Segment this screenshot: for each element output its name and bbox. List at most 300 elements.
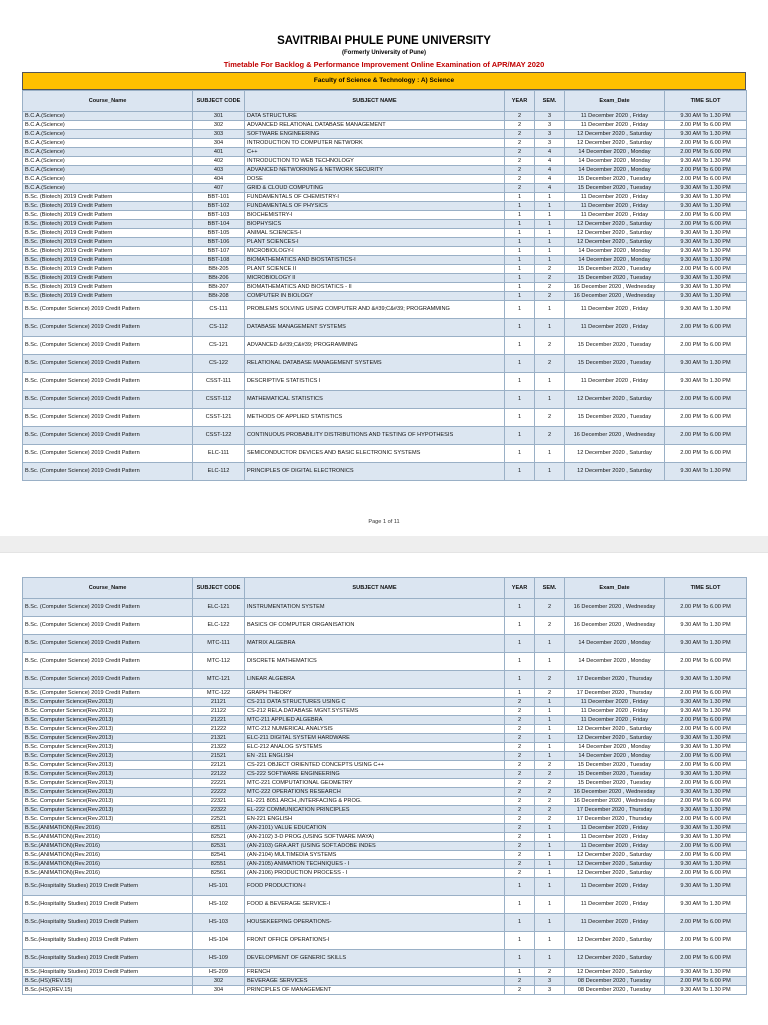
cell-time-slot: 9.30 AM To 1.30 PM xyxy=(665,274,747,283)
cell-course: B.Sc.(ANIMATION)(Rev.2016) xyxy=(23,833,193,842)
table-row xyxy=(23,427,747,445)
cell-subject-name: BIOMATHEMATICS AND BIOSTATICS - II xyxy=(245,283,505,292)
cell-time-slot: 2.00 PM To 6.00 PM xyxy=(665,148,747,157)
cell-sem: 1 xyxy=(535,301,565,319)
cell-sem: 3 xyxy=(535,130,565,139)
cell-year: 2 xyxy=(505,139,535,148)
cell-sem: 2 xyxy=(535,770,565,779)
cell-course: B.Sc.(Hospitality Studies) 2019 Credit Pattern xyxy=(23,932,193,950)
cell-year: 1 xyxy=(505,635,535,653)
formerly-name: (Formerly University of Pune) xyxy=(341,50,427,56)
cell-subject-code: 21322 xyxy=(193,743,245,752)
cell-exam-date: 08 December 2020 , Tuesday xyxy=(565,977,665,986)
table-row xyxy=(23,689,747,698)
cell-subject-code: CSST-121 xyxy=(193,409,245,427)
cell-time-slot: 9.30 AM To 1.30 PM xyxy=(665,707,747,716)
cell-course: B.Sc.(Hospitality Studies) 2019 Credit Pattern xyxy=(23,968,193,977)
cell-subject-code: ELC-112 xyxy=(193,463,245,481)
cell-course: B.Sc. Computer Science(Rev.2013) xyxy=(23,743,193,752)
table-row xyxy=(23,265,747,274)
cell-year: 1 xyxy=(505,337,535,355)
cell-subject-code: HS-103 xyxy=(193,914,245,932)
cell-course: B.Sc. (Computer Science) 2019 Credit Pattern xyxy=(23,653,193,671)
table-row xyxy=(23,752,747,761)
cell-course: B.Sc. Computer Science(Rev.2013) xyxy=(23,779,193,788)
header-subject: SUBJECT NAME xyxy=(245,91,505,112)
cell-subject-code: 82521 xyxy=(193,833,245,842)
cell-course: B.Sc. Computer Science(Rev.2013) xyxy=(23,770,193,779)
cell-subject-name: FOOD & BEVERAGE SERVICE-I xyxy=(245,896,505,914)
table-row xyxy=(23,671,747,689)
cell-exam-date: 12 December 2020 , Saturday xyxy=(565,860,665,869)
cell-time-slot: 9.30 AM To 1.30 PM xyxy=(665,824,747,833)
cell-exam-date: 11 December 2020 , Friday xyxy=(565,211,665,220)
cell-sem: 1 xyxy=(535,824,565,833)
cell-time-slot: 9.30 AM To 1.30 PM xyxy=(665,635,747,653)
cell-sem: 2 xyxy=(535,409,565,427)
cell-sem: 1 xyxy=(535,256,565,265)
cell-sem: 2 xyxy=(535,779,565,788)
cell-subject-name: ADVANCED RELATIONAL DATABASE MANAGEMENT xyxy=(245,121,505,130)
cell-course: B.C.A.(Science) xyxy=(23,166,193,175)
table-row xyxy=(23,202,747,211)
cell-exam-date: 14 December 2020 , Monday xyxy=(565,752,665,761)
cell-course: B.Sc.(ANIMATION)(Rev.2016) xyxy=(23,869,193,878)
cell-subject-name: FUNDAMENTALS OF CHEMISTRY-I xyxy=(245,193,505,202)
cell-subject-name: MATRIX ALGEBRA xyxy=(245,635,505,653)
cell-exam-date: 11 December 2020 , Friday xyxy=(565,121,665,130)
cell-course: B.Sc. (Biotech) 2019 Credit Pattern xyxy=(23,256,193,265)
page-separator xyxy=(0,536,768,552)
cell-year: 2 xyxy=(505,806,535,815)
cell-year: 1 xyxy=(505,283,535,292)
table-row xyxy=(23,788,747,797)
cell-subject-code: BBt-205 xyxy=(193,265,245,274)
cell-exam-date: 15 December 2020 , Tuesday xyxy=(565,409,665,427)
cell-subject-name: ANIMAL SCIENCES-I xyxy=(245,229,505,238)
cell-exam-date: 12 December 2020 , Saturday xyxy=(565,238,665,247)
cell-sem: 2 xyxy=(535,806,565,815)
cell-exam-date: 15 December 2020 , Tuesday xyxy=(565,265,665,274)
cell-sem: 1 xyxy=(535,238,565,247)
cell-exam-date: 11 December 2020 , Friday xyxy=(565,112,665,121)
cell-year: 2 xyxy=(505,148,535,157)
cell-subject-code: 21121 xyxy=(193,698,245,707)
cell-exam-date: 11 December 2020 , Friday xyxy=(565,698,665,707)
cell-subject-code: BBt-208 xyxy=(193,292,245,301)
cell-subject-name: COMPUTER IN BIOLOGY xyxy=(245,292,505,301)
table-row xyxy=(23,391,747,409)
cell-exam-date: 15 December 2020 , Tuesday xyxy=(565,175,665,184)
cell-course: B.Sc. Computer Science(Rev.2013) xyxy=(23,815,193,824)
cell-sem: 1 xyxy=(535,950,565,968)
cell-subject-code: CS-122 xyxy=(193,355,245,373)
cell-year: 1 xyxy=(505,256,535,265)
cell-sem: 2 xyxy=(535,427,565,445)
cell-time-slot: 2.00 PM To 6.00 PM xyxy=(665,725,747,734)
cell-subject-name: DATABASE MANAGEMENT SYSTEMS xyxy=(245,319,505,337)
timetable-table-page-1 xyxy=(22,90,747,481)
cell-course: B.Sc. (Computer Science) 2019 Credit Pattern xyxy=(23,599,193,617)
cell-exam-date: 11 December 2020 , Friday xyxy=(565,716,665,725)
cell-subject-code: HS-109 xyxy=(193,950,245,968)
cell-course: B.Sc. (Computer Science) 2019 Credit Pattern xyxy=(23,337,193,355)
cell-sem: 1 xyxy=(535,896,565,914)
cell-exam-date: 08 December 2020 , Tuesday xyxy=(565,986,665,995)
cell-time-slot: 2.00 PM To 6.00 PM xyxy=(665,779,747,788)
cell-exam-date: 16 December 2020 , Wednesday xyxy=(565,292,665,301)
table-row xyxy=(23,112,747,121)
cell-time-slot: 9.30 AM To 1.30 PM xyxy=(665,833,747,842)
cell-course: B.Sc. Computer Science(Rev.2013) xyxy=(23,797,193,806)
cell-exam-date: 16 December 2020 , Wednesday xyxy=(565,599,665,617)
cell-year: 2 xyxy=(505,716,535,725)
cell-year: 1 xyxy=(505,301,535,319)
cell-time-slot: 2.00 PM To 6.00 PM xyxy=(665,950,747,968)
cell-subject-name: MTC-221 COMPUTATIONAL GEOMETRY xyxy=(245,779,505,788)
cell-time-slot: 2.00 PM To 6.00 PM xyxy=(665,175,747,184)
cell-year: 2 xyxy=(505,815,535,824)
cell-sem: 4 xyxy=(535,184,565,193)
cell-exam-date: 14 December 2020 , Monday xyxy=(565,256,665,265)
cell-exam-date: 12 December 2020 , Saturday xyxy=(565,391,665,409)
cell-subject-name: SEMICONDUCTOR DEVICES AND BASIC ELECTRONIC SYSTEMS xyxy=(245,445,505,463)
table-row xyxy=(23,779,747,788)
cell-sem: 2 xyxy=(535,599,565,617)
header-year: YEAR xyxy=(505,578,535,599)
cell-subject-code: MTC-121 xyxy=(193,671,245,689)
header-course: Course_Name xyxy=(23,91,193,112)
cell-sem: 1 xyxy=(535,842,565,851)
cell-course: B.Sc.(HS)(REV.15) xyxy=(23,986,193,995)
cell-time-slot: 9.30 AM To 1.30 PM xyxy=(665,734,747,743)
cell-time-slot: 2.00 PM To 6.00 PM xyxy=(665,166,747,175)
cell-time-slot: 2.00 PM To 6.00 PM xyxy=(665,445,747,463)
cell-time-slot: 2.00 PM To 6.00 PM xyxy=(665,977,747,986)
cell-course: B.Sc.(HS)(REV.15) xyxy=(23,977,193,986)
cell-course: B.Sc.(ANIMATION)(Rev.2016) xyxy=(23,842,193,851)
table-row xyxy=(23,148,747,157)
cell-subject-code: MTC-122 xyxy=(193,689,245,698)
cell-year: 2 xyxy=(505,157,535,166)
cell-sem: 1 xyxy=(535,869,565,878)
cell-exam-date: 11 December 2020 , Friday xyxy=(565,824,665,833)
cell-time-slot: 2.00 PM To 6.00 PM xyxy=(665,427,747,445)
cell-sem: 2 xyxy=(535,797,565,806)
table-row xyxy=(23,986,747,995)
header-slot: TIME SLOT xyxy=(665,578,747,599)
cell-subject-code: 21222 xyxy=(193,725,245,734)
cell-subject-code: 82541 xyxy=(193,851,245,860)
cell-sem: 1 xyxy=(535,202,565,211)
cell-subject-name: BIOMATHEMATICS AND BIOSTATISTICS-I xyxy=(245,256,505,265)
table-row xyxy=(23,337,747,355)
table-row xyxy=(23,734,747,743)
cell-time-slot: 9.30 AM To 1.30 PM xyxy=(665,184,747,193)
header-code: SUBJECT CODE xyxy=(193,91,245,112)
cell-exam-date: 16 December 2020 , Wednesday xyxy=(565,788,665,797)
table-body-page-2 xyxy=(23,599,747,995)
cell-sem: 1 xyxy=(535,743,565,752)
cell-time-slot: 9.30 AM To 1.30 PM xyxy=(665,202,747,211)
cell-year: 2 xyxy=(505,121,535,130)
cell-subject-code: BBT-103 xyxy=(193,211,245,220)
cell-course: B.Sc. (Biotech) 2019 Credit Pattern xyxy=(23,202,193,211)
cell-subject-code: 402 xyxy=(193,157,245,166)
cell-subject-code: 22121 xyxy=(193,761,245,770)
cell-time-slot: 2.00 PM To 6.00 PM xyxy=(665,337,747,355)
cell-sem: 1 xyxy=(535,445,565,463)
cell-course: B.Sc. Computer Science(Rev.2013) xyxy=(23,707,193,716)
cell-time-slot: 9.30 AM To 1.30 PM xyxy=(665,193,747,202)
cell-exam-date: 11 December 2020 , Friday xyxy=(565,301,665,319)
cell-year: 2 xyxy=(505,734,535,743)
cell-subject-name: GRAPH THEORY xyxy=(245,689,505,698)
cell-year: 2 xyxy=(505,851,535,860)
cell-year: 1 xyxy=(505,671,535,689)
cell-year: 1 xyxy=(505,653,535,671)
cell-subject-code: 401 xyxy=(193,148,245,157)
cell-subject-code: BBT-106 xyxy=(193,238,245,247)
cell-sem: 2 xyxy=(535,671,565,689)
table-row xyxy=(23,211,747,220)
table-row xyxy=(23,653,747,671)
cell-year: 2 xyxy=(505,860,535,869)
cell-subject-name: ELC-212 ANALOG SYSTEMS xyxy=(245,743,505,752)
cell-course: B.Sc. (Computer Science) 2019 Credit Pattern xyxy=(23,689,193,698)
cell-year: 2 xyxy=(505,797,535,806)
cell-course: B.C.A.(Science) xyxy=(23,157,193,166)
cell-year: 1 xyxy=(505,355,535,373)
cell-year: 2 xyxy=(505,175,535,184)
cell-subject-code: MTC-112 xyxy=(193,653,245,671)
cell-subject-name: CS-221 OBJECT ORIENTED CONCEPTS USING C++ xyxy=(245,761,505,770)
cell-exam-date: 11 December 2020 , Friday xyxy=(565,373,665,391)
cell-subject-code: HS-101 xyxy=(193,878,245,896)
cell-subject-code: 82511 xyxy=(193,824,245,833)
cell-time-slot: 9.30 AM To 1.30 PM xyxy=(665,256,747,265)
cell-subject-name: BEVERAGE SERVICES xyxy=(245,977,505,986)
table-header-row xyxy=(23,578,747,599)
cell-subject-name: MICROBIOLOGY-I xyxy=(245,247,505,256)
cell-sem: 1 xyxy=(535,725,565,734)
cell-course: B.Sc.(Hospitality Studies) 2019 Credit Pattern xyxy=(23,896,193,914)
cell-course: B.Sc. (Biotech) 2019 Credit Pattern xyxy=(23,265,193,274)
cell-year: 2 xyxy=(505,788,535,797)
cell-subject-code: 302 xyxy=(193,977,245,986)
cell-subject-name: HOUSEKEEPING OPERATIONS- xyxy=(245,914,505,932)
cell-subject-name: PRINCIPLES OF DIGITAL ELECTRONICS xyxy=(245,463,505,481)
cell-year: 1 xyxy=(505,914,535,932)
cell-subject-code: BBT-104 xyxy=(193,220,245,229)
cell-year: 2 xyxy=(505,184,535,193)
cell-time-slot: 2.00 PM To 6.00 PM xyxy=(665,319,747,337)
table-row xyxy=(23,319,747,337)
cell-time-slot: 9.30 AM To 1.30 PM xyxy=(665,229,747,238)
table-row xyxy=(23,166,747,175)
table-row xyxy=(23,716,747,725)
table-row xyxy=(23,409,747,427)
cell-subject-name: MICROBIOLOGY II xyxy=(245,274,505,283)
table-row xyxy=(23,355,747,373)
cell-sem: 1 xyxy=(535,860,565,869)
cell-subject-name: EN -211 ENGLISH xyxy=(245,752,505,761)
cell-course: B.Sc. (Computer Science) 2019 Credit Pattern xyxy=(23,319,193,337)
cell-exam-date: 17 December 2020 , Thursday xyxy=(565,689,665,698)
cell-exam-date: 12 December 2020 , Saturday xyxy=(565,851,665,860)
table-row xyxy=(23,833,747,842)
cell-year: 1 xyxy=(505,950,535,968)
cell-exam-date: 12 December 2020 , Saturday xyxy=(565,229,665,238)
cell-course: B.C.A.(Science) xyxy=(23,130,193,139)
cell-time-slot: 2.00 PM To 6.00 PM xyxy=(665,391,747,409)
cell-course: B.Sc. (Computer Science) 2019 Credit Pattern xyxy=(23,409,193,427)
cell-subject-code: 304 xyxy=(193,986,245,995)
cell-subject-code: 301 xyxy=(193,112,245,121)
cell-subject-code: 22521 xyxy=(193,815,245,824)
cell-time-slot: 9.30 AM To 1.30 PM xyxy=(665,112,747,121)
cell-exam-date: 12 December 2020 , Saturday xyxy=(565,950,665,968)
cell-time-slot: 9.30 AM To 1.30 PM xyxy=(665,292,747,301)
table-row xyxy=(23,770,747,779)
cell-year: 1 xyxy=(505,463,535,481)
cell-course: B.Sc. (Computer Science) 2019 Credit Pattern xyxy=(23,617,193,635)
cell-course: B.Sc. (Computer Science) 2019 Credit Pattern xyxy=(23,355,193,373)
cell-time-slot: 2.00 PM To 6.00 PM xyxy=(665,599,747,617)
table-row xyxy=(23,932,747,950)
table-row xyxy=(23,229,747,238)
cell-subject-code: 21521 xyxy=(193,752,245,761)
cell-subject-code: 82531 xyxy=(193,842,245,851)
cell-subject-code: 404 xyxy=(193,175,245,184)
cell-time-slot: 9.30 AM To 1.30 PM xyxy=(665,986,747,995)
header-date: Exam_Date xyxy=(565,91,665,112)
cell-subject-code: ELC-111 xyxy=(193,445,245,463)
cell-subject-code: BBT-102 xyxy=(193,202,245,211)
cell-exam-date: 14 December 2020 , Monday xyxy=(565,157,665,166)
cell-subject-name: ELC-211 DIGITAL SYSTEM HARDWARE xyxy=(245,734,505,743)
cell-year: 1 xyxy=(505,220,535,229)
cell-time-slot: 2.00 PM To 6.00 PM xyxy=(665,761,747,770)
cell-sem: 1 xyxy=(535,653,565,671)
cell-subject-code: HS-104 xyxy=(193,932,245,950)
cell-course: B.Sc. (Computer Science) 2019 Credit Pattern xyxy=(23,671,193,689)
timetable-table-page-2 xyxy=(22,577,747,995)
table-row xyxy=(23,968,747,977)
table-row xyxy=(23,274,747,283)
cell-time-slot: 9.30 AM To 1.30 PM xyxy=(665,671,747,689)
cell-year: 2 xyxy=(505,130,535,139)
cell-subject-code: 22222 xyxy=(193,788,245,797)
cell-subject-code: 403 xyxy=(193,166,245,175)
cell-subject-name: MTC-222 OPERATIONS RESEARCH xyxy=(245,788,505,797)
cell-exam-date: 14 December 2020 , Monday xyxy=(565,635,665,653)
cell-subject-code: CS-111 xyxy=(193,301,245,319)
header-year: YEAR xyxy=(505,91,535,112)
cell-subject-code: 302 xyxy=(193,121,245,130)
cell-subject-name: CS-211 DATA STRUCTURES USING C xyxy=(245,698,505,707)
cell-exam-date: 14 December 2020 , Monday xyxy=(565,166,665,175)
cell-year: 2 xyxy=(505,770,535,779)
cell-year: 1 xyxy=(505,689,535,698)
cell-time-slot: 2.00 PM To 6.00 PM xyxy=(665,797,747,806)
cell-subject-name: (AN-2103) GRA.ART (USING SOFT.ADOBE INDES xyxy=(245,842,505,851)
table-row xyxy=(23,283,747,292)
cell-sem: 2 xyxy=(535,355,565,373)
table-row xyxy=(23,139,747,148)
cell-sem: 1 xyxy=(535,635,565,653)
cell-year: 1 xyxy=(505,878,535,896)
cell-year: 1 xyxy=(505,319,535,337)
cell-year: 1 xyxy=(505,202,535,211)
cell-subject-code: 22122 xyxy=(193,770,245,779)
cell-sem: 2 xyxy=(535,292,565,301)
cell-course: B.Sc. (Biotech) 2019 Credit Pattern xyxy=(23,220,193,229)
cell-year: 1 xyxy=(505,445,535,463)
cell-subject-name: CS-222 SOFTWARE ENGINEERING xyxy=(245,770,505,779)
header-date: Exam_Date xyxy=(565,578,665,599)
cell-course: B.Sc. (Biotech) 2019 Credit Pattern xyxy=(23,274,193,283)
cell-subject-code: BBT-107 xyxy=(193,247,245,256)
cell-sem: 1 xyxy=(535,752,565,761)
cell-sem: 1 xyxy=(535,220,565,229)
cell-subject-code: MTC-111 xyxy=(193,635,245,653)
table-row xyxy=(23,977,747,986)
cell-year: 2 xyxy=(505,166,535,175)
cell-year: 2 xyxy=(505,743,535,752)
cell-course: B.C.A.(Science) xyxy=(23,148,193,157)
cell-sem: 2 xyxy=(535,788,565,797)
cell-exam-date: 11 December 2020 , Friday xyxy=(565,914,665,932)
faculty-banner: Faculty of Science & Technology : A) Science xyxy=(22,72,746,90)
cell-subject-code: 304 xyxy=(193,139,245,148)
cell-subject-name: DEVELOPMENT OF GENERIC SKILLS xyxy=(245,950,505,968)
table-row xyxy=(23,725,747,734)
cell-year: 1 xyxy=(505,211,535,220)
cell-subject-code: CS-121 xyxy=(193,337,245,355)
cell-year: 1 xyxy=(505,599,535,617)
cell-sem: 2 xyxy=(535,337,565,355)
cell-subject-code: 22321 xyxy=(193,797,245,806)
cell-course: B.Sc.(Hospitality Studies) 2019 Credit Pattern xyxy=(23,950,193,968)
cell-sem: 1 xyxy=(535,851,565,860)
cell-time-slot: 2.00 PM To 6.00 PM xyxy=(665,932,747,950)
cell-exam-date: 12 December 2020 , Saturday xyxy=(565,932,665,950)
cell-subject-name: FRONT OFFICE OPERATIONS-I xyxy=(245,932,505,950)
cell-course: B.Sc.(Hospitality Studies) 2019 Credit Pattern xyxy=(23,914,193,932)
cell-year: 2 xyxy=(505,761,535,770)
cell-subject-code: ELC-122 xyxy=(193,617,245,635)
cell-exam-date: 12 December 2020 , Saturday xyxy=(565,725,665,734)
cell-year: 2 xyxy=(505,842,535,851)
table-row xyxy=(23,220,747,229)
cell-time-slot: 2.00 PM To 6.00 PM xyxy=(665,139,747,148)
cell-year: 2 xyxy=(505,707,535,716)
cell-subject-code: BBT-105 xyxy=(193,229,245,238)
cell-sem: 1 xyxy=(535,698,565,707)
cell-subject-name: METHODS OF APPLIED STATISTICS xyxy=(245,409,505,427)
cell-subject-name: CS-212 RELA.DATABASE MGNT.SYSTEMS xyxy=(245,707,505,716)
cell-time-slot: 9.30 AM To 1.30 PM xyxy=(665,283,747,292)
cell-course: B.Sc. (Computer Science) 2019 Credit Pattern xyxy=(23,635,193,653)
cell-subject-name: (AN-2106) PRODUCTION PROCESS - I xyxy=(245,869,505,878)
cell-course: B.Sc. (Computer Science) 2019 Credit Pattern xyxy=(23,445,193,463)
table-row xyxy=(23,824,747,833)
cell-subject-name: INSTRUMENTATION SYSTEM xyxy=(245,599,505,617)
cell-course: B.C.A.(Science) xyxy=(23,184,193,193)
cell-subject-name: DATA STRUCTURE xyxy=(245,112,505,121)
cell-time-slot: 9.30 AM To 1.30 PM xyxy=(665,743,747,752)
